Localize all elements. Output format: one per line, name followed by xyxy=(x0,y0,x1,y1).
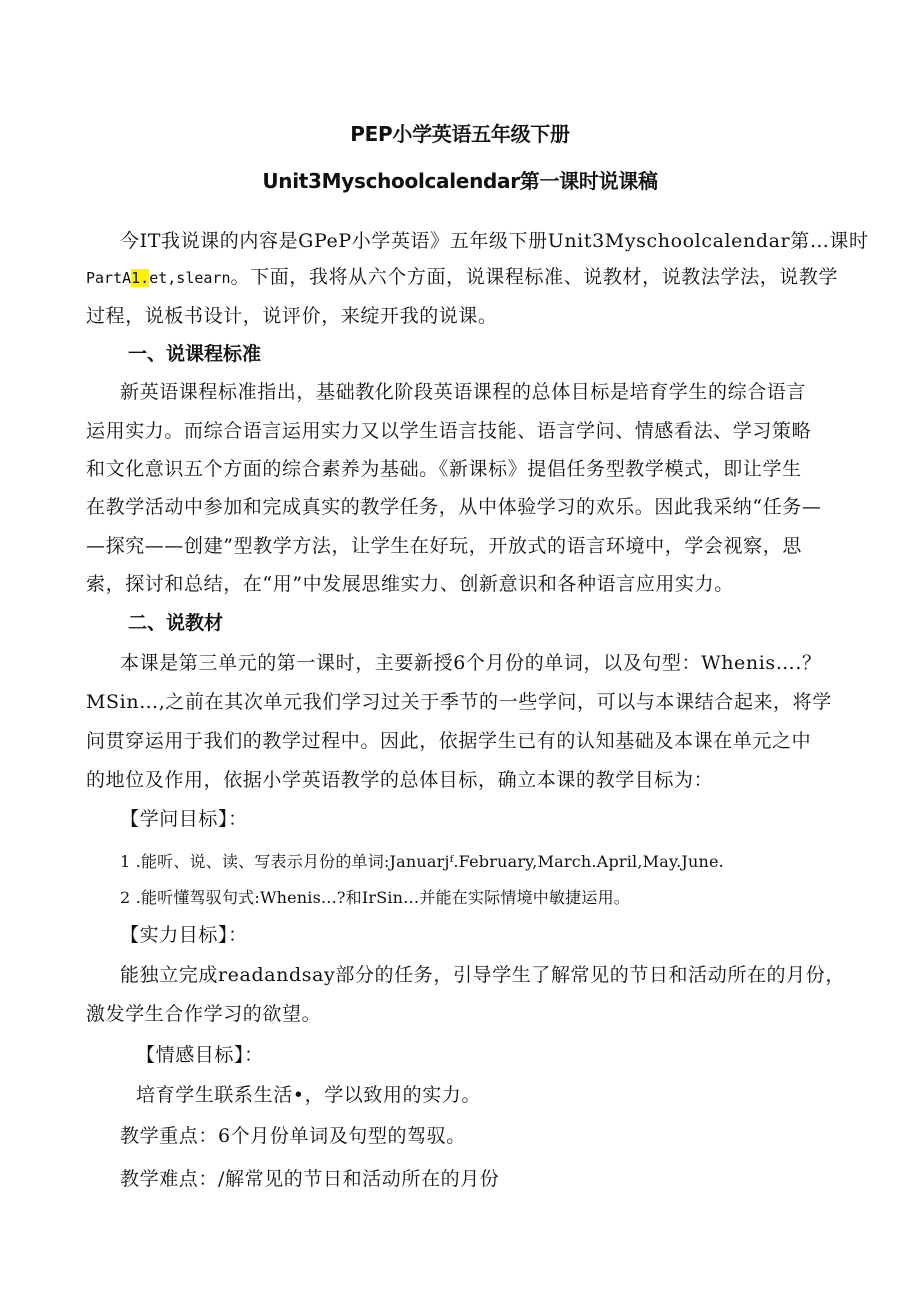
emotion-goal-line: 培育学生联系生活•，学以致用的实力。 xyxy=(136,1084,482,1106)
section1-line: —探究——创建”型教学方法，让学生在好玩，开放式的语言环境中，学会视察，思 xyxy=(86,535,802,557)
section2-line: 本课是第三单元的第一课时，主要新授6个月份的单词，以及句型：Whenis….？ xyxy=(120,652,822,674)
section1-line: 索，探讨和总结，在“用”中发展思维实力、创新意识和各种语言应用实力。 xyxy=(86,573,734,595)
intro-line-2-text: 。下面，我将从六个方面，说课程标准、说教材，说教法学法，说教学 xyxy=(230,266,839,288)
section1-line: 在教学活动中参加和完成真实的教学任务，从中体验学习的欢乐。因此我采纳“任务— xyxy=(86,496,822,518)
intro-line-1: 今IT我说课的内容是GPeP小学英语》五年级下册Unit3Myschoolcalendar第…课时 xyxy=(120,230,869,252)
section-heading-textbook: 二、说教材 xyxy=(128,612,224,634)
ability-goal-label: 【实力目标】： xyxy=(120,924,248,946)
section2-line: MSin…,之前在其次单元我们学习过关于季节的一些学问，可以与本课结合起来，将学 xyxy=(86,691,832,713)
intro-line-2 xyxy=(86,264,838,291)
document-title: PEP小学英语五年级下册 xyxy=(350,122,570,146)
section1-line: 新英语课程标准指出，基础教化阶段英语课程的总体目标是培育学生的综合语言 xyxy=(120,381,807,403)
section-heading-curriculum: 一、说课程标准 xyxy=(128,343,262,365)
section2-line: 问贯穿运用于我们的教学过程中。因此，依据学生已有的认知基础及本课在单元之中 xyxy=(86,730,812,752)
intro-part-label: PartA xyxy=(86,269,132,287)
ability-goal-line: 激发学生合作学习的欲望。 xyxy=(86,1003,322,1025)
teaching-key-point: 教学重点：6个月份单词及句型的驾驭。 xyxy=(120,1125,466,1147)
document-subtitle: Unit3Myschoolcalendar第一课时说课稿 xyxy=(262,169,658,193)
ability-goal-line: 能独立完成readandsay部分的任务，引导学生了解常见的节日和活动所在的月份， xyxy=(120,964,845,986)
intro-line-3: 过程，说板书设计，说评价，来绽开我的说课。 xyxy=(86,305,498,327)
section1-line: 和文化意识五个方面的综合素养为基础。《新课标》提倡任务型教学模式，即让学生 xyxy=(86,458,802,480)
highlighted-text: 1. xyxy=(131,269,150,287)
knowledge-goal-item-2: 2 .能听懂驾驭句式:Whenis...?和IrSin…并能在实际情境中敏捷运用。 xyxy=(120,888,630,907)
section2-line: 的地位及作用，依据小学英语教学的总体目标，确立本课的教学目标为： xyxy=(86,769,714,791)
intro-part-suffix: et,slearn xyxy=(149,269,231,287)
emotion-goal-label: 【情感目标】： xyxy=(136,1044,264,1066)
knowledge-goal-item-1: 1 .能听、说、读、写表示月份的单词:Januarjᶠ.February,March.April,May.June. xyxy=(120,852,724,871)
knowledge-goal-label: 【学问目标】： xyxy=(120,808,248,830)
teaching-difficult-point: 教学难点：/解常见的节日和活动所在的月份 xyxy=(120,1168,500,1190)
section1-line: 运用实力。而综合语言运用实力又以学生语言技能、语言学问、情感看法、学习策略 xyxy=(86,420,812,442)
